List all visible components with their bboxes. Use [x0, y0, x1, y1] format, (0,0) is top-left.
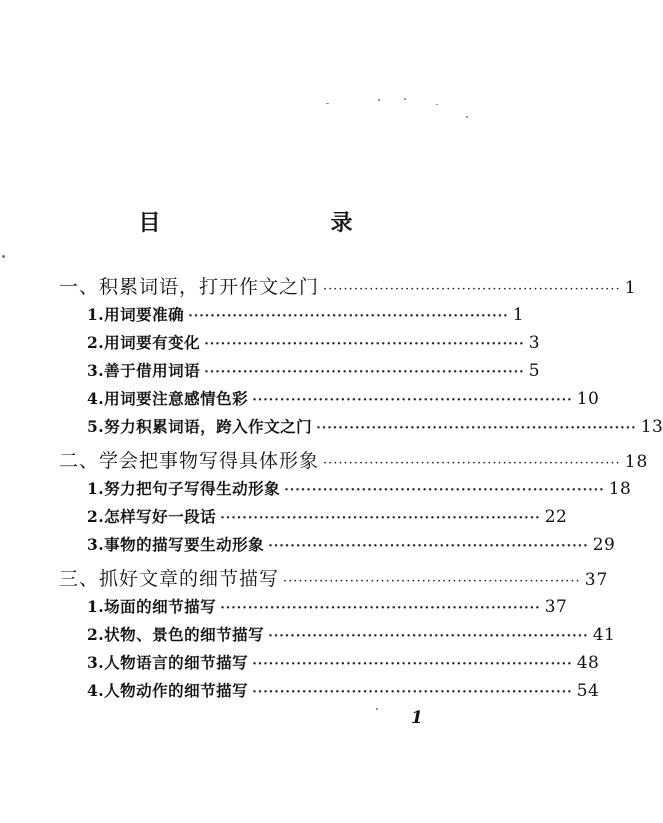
scan-speck	[376, 708, 378, 710]
toc-label: 二、学会把事物写得具体形象	[59, 450, 320, 472]
dot-leader: ··························································	[252, 657, 573, 672]
toc-page-number: 22	[544, 507, 568, 527]
scan-speck	[378, 99, 380, 101]
dot-leader: ··························································	[268, 539, 589, 554]
toc-label: 4.人物动作的细节描写	[87, 681, 249, 700]
toc-section	[87, 651, 600, 673]
toc-section	[87, 387, 600, 409]
toc-section	[87, 533, 616, 555]
toc-page-number: 1	[512, 305, 525, 325]
toc-section	[87, 303, 525, 325]
toc-page-number: 29	[592, 535, 616, 555]
toc-page-number: 1	[624, 278, 637, 298]
dot-leader: ··························································	[283, 574, 581, 589]
toc-label: 一、积累词语，打开作文之门	[59, 276, 320, 298]
toc-section	[87, 679, 600, 701]
dot-leader: ··························································	[220, 511, 541, 526]
page-number: 1	[411, 708, 423, 728]
toc-label: 5.努力积累词语，跨入作文之门	[87, 417, 313, 436]
dot-leader: ··························································	[323, 282, 621, 297]
toc-label: 4.用词要注意感情色彩	[87, 389, 249, 408]
toc-section	[87, 595, 568, 617]
toc-label: 3.事物的描写要生动形象	[87, 535, 265, 554]
dot-leader: ··························································	[316, 421, 637, 436]
dot-leader: ··························································	[252, 393, 573, 408]
toc-label: 1.努力把句子写得生动形象	[87, 479, 281, 498]
scan-speck	[326, 103, 329, 104]
toc-label: 2.怎样写好一段话	[87, 507, 217, 526]
toc-page-number: 18	[624, 452, 649, 472]
toc-page-number: 3	[528, 333, 541, 353]
toc-chapter-3	[59, 564, 609, 591]
scan-speck	[466, 116, 468, 118]
toc-page-number: 13	[640, 417, 663, 437]
dot-leader: ··························································	[204, 337, 525, 352]
dot-leader: ··························································	[268, 629, 589, 644]
dot-leader: ··························································	[323, 456, 621, 471]
toc-section	[87, 415, 663, 437]
page-title: 目 录	[138, 211, 395, 236]
scan-speck	[436, 104, 438, 105]
toc-label: 2.用词要有变化	[87, 333, 201, 352]
toc-label: 三、抓好文章的细节描写	[59, 568, 280, 590]
toc-page-number: 54	[576, 681, 600, 701]
toc-page-number: 41	[592, 625, 616, 645]
toc-label: 1.用词要准确	[87, 305, 185, 324]
scan-speck	[2, 255, 5, 258]
toc-page-number: 18	[608, 479, 632, 499]
toc-label: 2.状物、景色的细节描写	[87, 625, 265, 644]
dot-leader: ··························································	[188, 309, 509, 324]
scan-speck	[404, 98, 406, 100]
toc-section	[87, 477, 632, 499]
toc-chapter-1	[59, 272, 637, 299]
toc-label: 3.善于借用词语	[87, 361, 201, 380]
toc-page-number: 37	[544, 597, 568, 617]
toc-section	[87, 623, 616, 645]
toc-page-number: 37	[584, 570, 609, 590]
toc-label: 3.人物语言的细节描写	[87, 653, 249, 672]
toc-page-number: 5	[528, 361, 541, 381]
toc-page-number: 48	[576, 653, 600, 673]
toc-section	[87, 359, 541, 381]
toc-label: 1.场面的细节描写	[87, 597, 217, 616]
dot-leader: ··························································	[284, 483, 605, 498]
dot-leader: ··························································	[220, 601, 541, 616]
toc-section	[87, 505, 568, 527]
toc-page-number: 10	[576, 389, 600, 409]
dot-leader: ··························································	[204, 365, 525, 380]
toc-chapter-2	[59, 446, 649, 473]
toc-section	[87, 331, 541, 353]
dot-leader: ··························································	[252, 685, 573, 700]
